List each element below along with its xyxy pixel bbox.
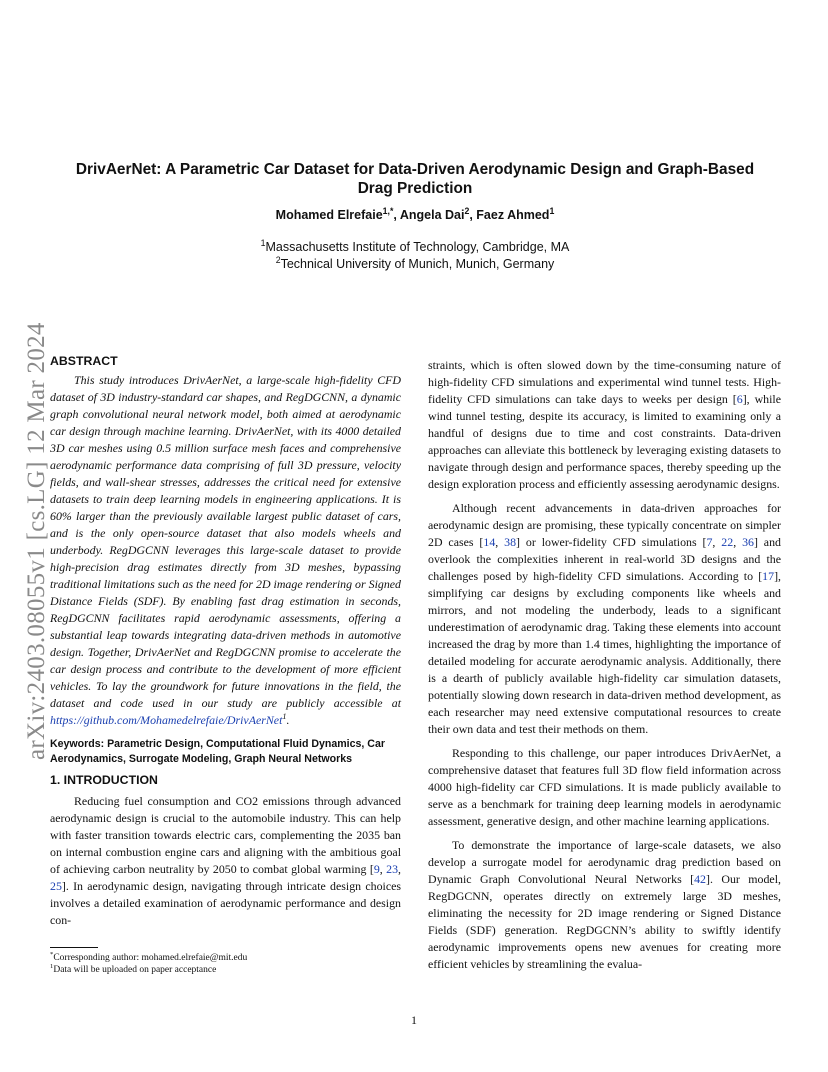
- citation-link[interactable]: 22: [721, 535, 734, 549]
- text-run: ]. In aerodynamic design, navigating through intricate design choices involves a detailed examination of aerodynamic performance and design con-: [50, 879, 401, 927]
- citation-link[interactable]: 17: [762, 569, 775, 583]
- affiliation: [60, 239, 770, 256]
- paragraph: Responding to this challenge, our paper introduces DrivAerNet, a comprehensive dataset that features full 3D flow field information across 4000 high-fidelity car CFD simulations. It is made publicly available to serve as a benchmark for training deep learning models in aerodynamic assessment, generative design, and other machine learning applications.: [428, 746, 781, 828]
- footnote: [50, 964, 401, 976]
- text-run: ,: [379, 862, 387, 876]
- affiliation-sup: 2: [275, 254, 281, 265]
- citation-link[interactable]: 38: [504, 535, 517, 549]
- intro-paragraph: [50, 793, 401, 929]
- text-run: ]. Our model, RegDGCNN, operates directly on extremely large 3D meshes, eliminating the necessity for 2D image rendering or Signed Distance Fields (SDF) generation. RegDGCNN’s ability to swiftly identify aerodynamic improvements opens new avenues for creating more efficient vehicles by streamlining the evalua-: [428, 872, 781, 971]
- text-run: ,: [398, 862, 402, 876]
- footnotes: [50, 952, 401, 976]
- citation-link[interactable]: 6: [736, 392, 743, 406]
- text-run: To demonstrate the importance of large-scale datasets, we also develop a surrogate model for aerodynamic drag prediction based on Dynamic Graph Convolutional Neural Networks [: [428, 838, 781, 886]
- author-name: Faez Ahmed: [476, 208, 550, 222]
- citation-link[interactable]: 36: [742, 535, 754, 549]
- paragraph: [428, 357, 781, 493]
- citation-link[interactable]: 25: [50, 879, 62, 893]
- abstract-end: .: [286, 713, 290, 727]
- paragraph: [428, 837, 781, 973]
- footnote-text: Corresponding author: mohamed.elrefaie@mit.edu: [53, 953, 248, 963]
- author-list: Mohamed Elrefaie$^{1,*}$, Angela Dai$^2$, Faez Ahmed$^1$: [275, 205, 555, 222]
- text-run: ] and overlook the complexities inherent in real-world 3D designs and the challenges posed by high-fidelity CFD simulations. According to [: [428, 535, 781, 583]
- text-run: straints, which is often slowed down by the time-consuming nature of high-fidelity CFD simulations and experimental wind tunnel tests. High-fidelity CFD simulations can take days to weeks per design [: [428, 358, 781, 406]
- footnote-rule: [50, 947, 98, 948]
- author-name: Angela Dai: [399, 208, 465, 222]
- affiliation-text: Massachusetts Institute of Technology, Cambridge, MA: [265, 240, 570, 254]
- footnote-mark: *: [50, 950, 54, 958]
- citation-link[interactable]: 23: [386, 862, 399, 876]
- left-column: [50, 354, 401, 936]
- text-run: Reducing fuel consumption and CO2 emissions through advanced aerodynamic design is crucial to the automobile industry. This can help with faster transition towards electric cars, complementing the 2035 ban on internal combustion engine cars and aligning with the ambitious goal of achieving carbon neutrality by 2050 to combat global warming [: [50, 794, 401, 876]
- abstract-heading: ABSTRACT: [50, 354, 118, 368]
- text-run: ], while wind tunnel testing, despite its accuracy, is limited to examining only a handful of designs due to time and cost constraints. Data-driven approaches can alleviate this bottleneck by leveraging existing datasets to navigate through design and performance spaces, thereby speeding up the design exploration process and efficiently assessing aerodynamic designs.: [428, 392, 781, 491]
- text-run: Although recent advancements in data-driven approaches for aerodynamic design are promising, these typically concentrate on simpler 2D cases [: [428, 501, 781, 549]
- keywords: Keywords: Parametric Design, Computational Fluid Dynamics, Car Aerodynamics, Surrogate Modeling, Graph Neural Networks: [50, 738, 385, 765]
- footnote-mark: 1: [50, 962, 54, 970]
- section-heading: 1. INTRODUCTION: [50, 773, 158, 787]
- paragraph: [428, 500, 781, 738]
- text-run: ,: [495, 535, 505, 549]
- paper-title: DrivAerNet: A Parametric Car Dataset for Data-Driven Aerodynamic Design and Graph-Based Drag Prediction: [75, 161, 755, 197]
- citation-link[interactable]: 42: [694, 872, 706, 886]
- affiliation-sup: 1: [260, 237, 266, 248]
- right-column: [428, 357, 781, 980]
- arxiv-id: arXiv:2403.08055v1 [cs.LG] 12 Mar 2024: [23, 322, 50, 760]
- code-link[interactable]: https://github.com/Mohamedelrefaie/DrivAerNet: [50, 713, 283, 727]
- author-sup: 1,*: [382, 205, 394, 216]
- text-run: ,: [712, 535, 722, 549]
- affiliation-text: Technical University of Munich, Munich, Germany: [280, 257, 555, 271]
- footnote-text: Data will be uploaded on paper acceptance: [53, 965, 217, 975]
- author-sup: 2: [464, 205, 470, 216]
- abstract-text: [50, 372, 401, 729]
- text-run: ] or lower-fidelity CFD simulations [: [516, 535, 707, 549]
- author-name: Mohamed Elrefaie: [275, 208, 383, 222]
- abstract-body: This study introduces DrivAerNet, a large-scale high-fidelity CFD dataset of 3D industry-standard car shapes, and RegDGCNN, a dynamic graph convolutional neural network model, both aimed at aerodynamic car design through machine learning. DrivAerNet, with its 4000 detailed 3D car meshes using 0.5 million surface mesh faces and comprehensive aerodynamic performance data comprising of full 3D pressure, velocity fields, and wall-shear stresses, addresses the critical need for extensive datasets to train deep learning models in engineering applications. It is 60% larger than the previously available largest public dataset of cars, and is the only open-source dataset that also models wheels and underbody. RegDGCNN leverages this large-scale dataset to provide high-precision drag estimates directly from 3D meshes, bypassing traditional limitations such as the need for 2D image rendering or Signed Distance Fields (SDF). By enabling fast drag estimation in seconds, RegDGCNN facilitates rapid aerodynamic assessments, offering a substantial leap towards integrating data-driven methods in automotive design. Together, DrivAerNet and RegDGCNN promise to accelerate the car design process and contribute to the development of more efficient vehicles. To lay the groundwork for future innovations in the field, the dataset and code used in our study are publicly accessible at: [50, 373, 401, 710]
- page-number: 1: [411, 1013, 417, 1027]
- citation-link[interactable]: 9: [373, 862, 380, 876]
- footnote: [50, 952, 401, 964]
- affiliations: [60, 239, 770, 273]
- affiliation: [60, 256, 770, 273]
- text-run: ], simplifying car designs by excluding components like wheels and mirrors, and not modeling the underbody, leads to a significant underestimation of aerodynamic drag. Taking these elements into account increased the drag by more than 1.4 times, highlighting the importance of detailed modeling for accurate aerodynamic analysis. Additionally, there is a dearth of publicly available high-fidelity car simulation datasets, potentially slowing down research in data-driven method development, as each researcher may need extensive computational resources to create their own data and test their methods on them.: [428, 569, 781, 736]
- text-run: ,: [733, 535, 743, 549]
- author-sup: 1: [549, 205, 555, 216]
- citation-link[interactable]: 7: [706, 535, 713, 549]
- link-footnote-mark: 1: [282, 712, 287, 722]
- citation-link[interactable]: 14: [483, 535, 496, 549]
